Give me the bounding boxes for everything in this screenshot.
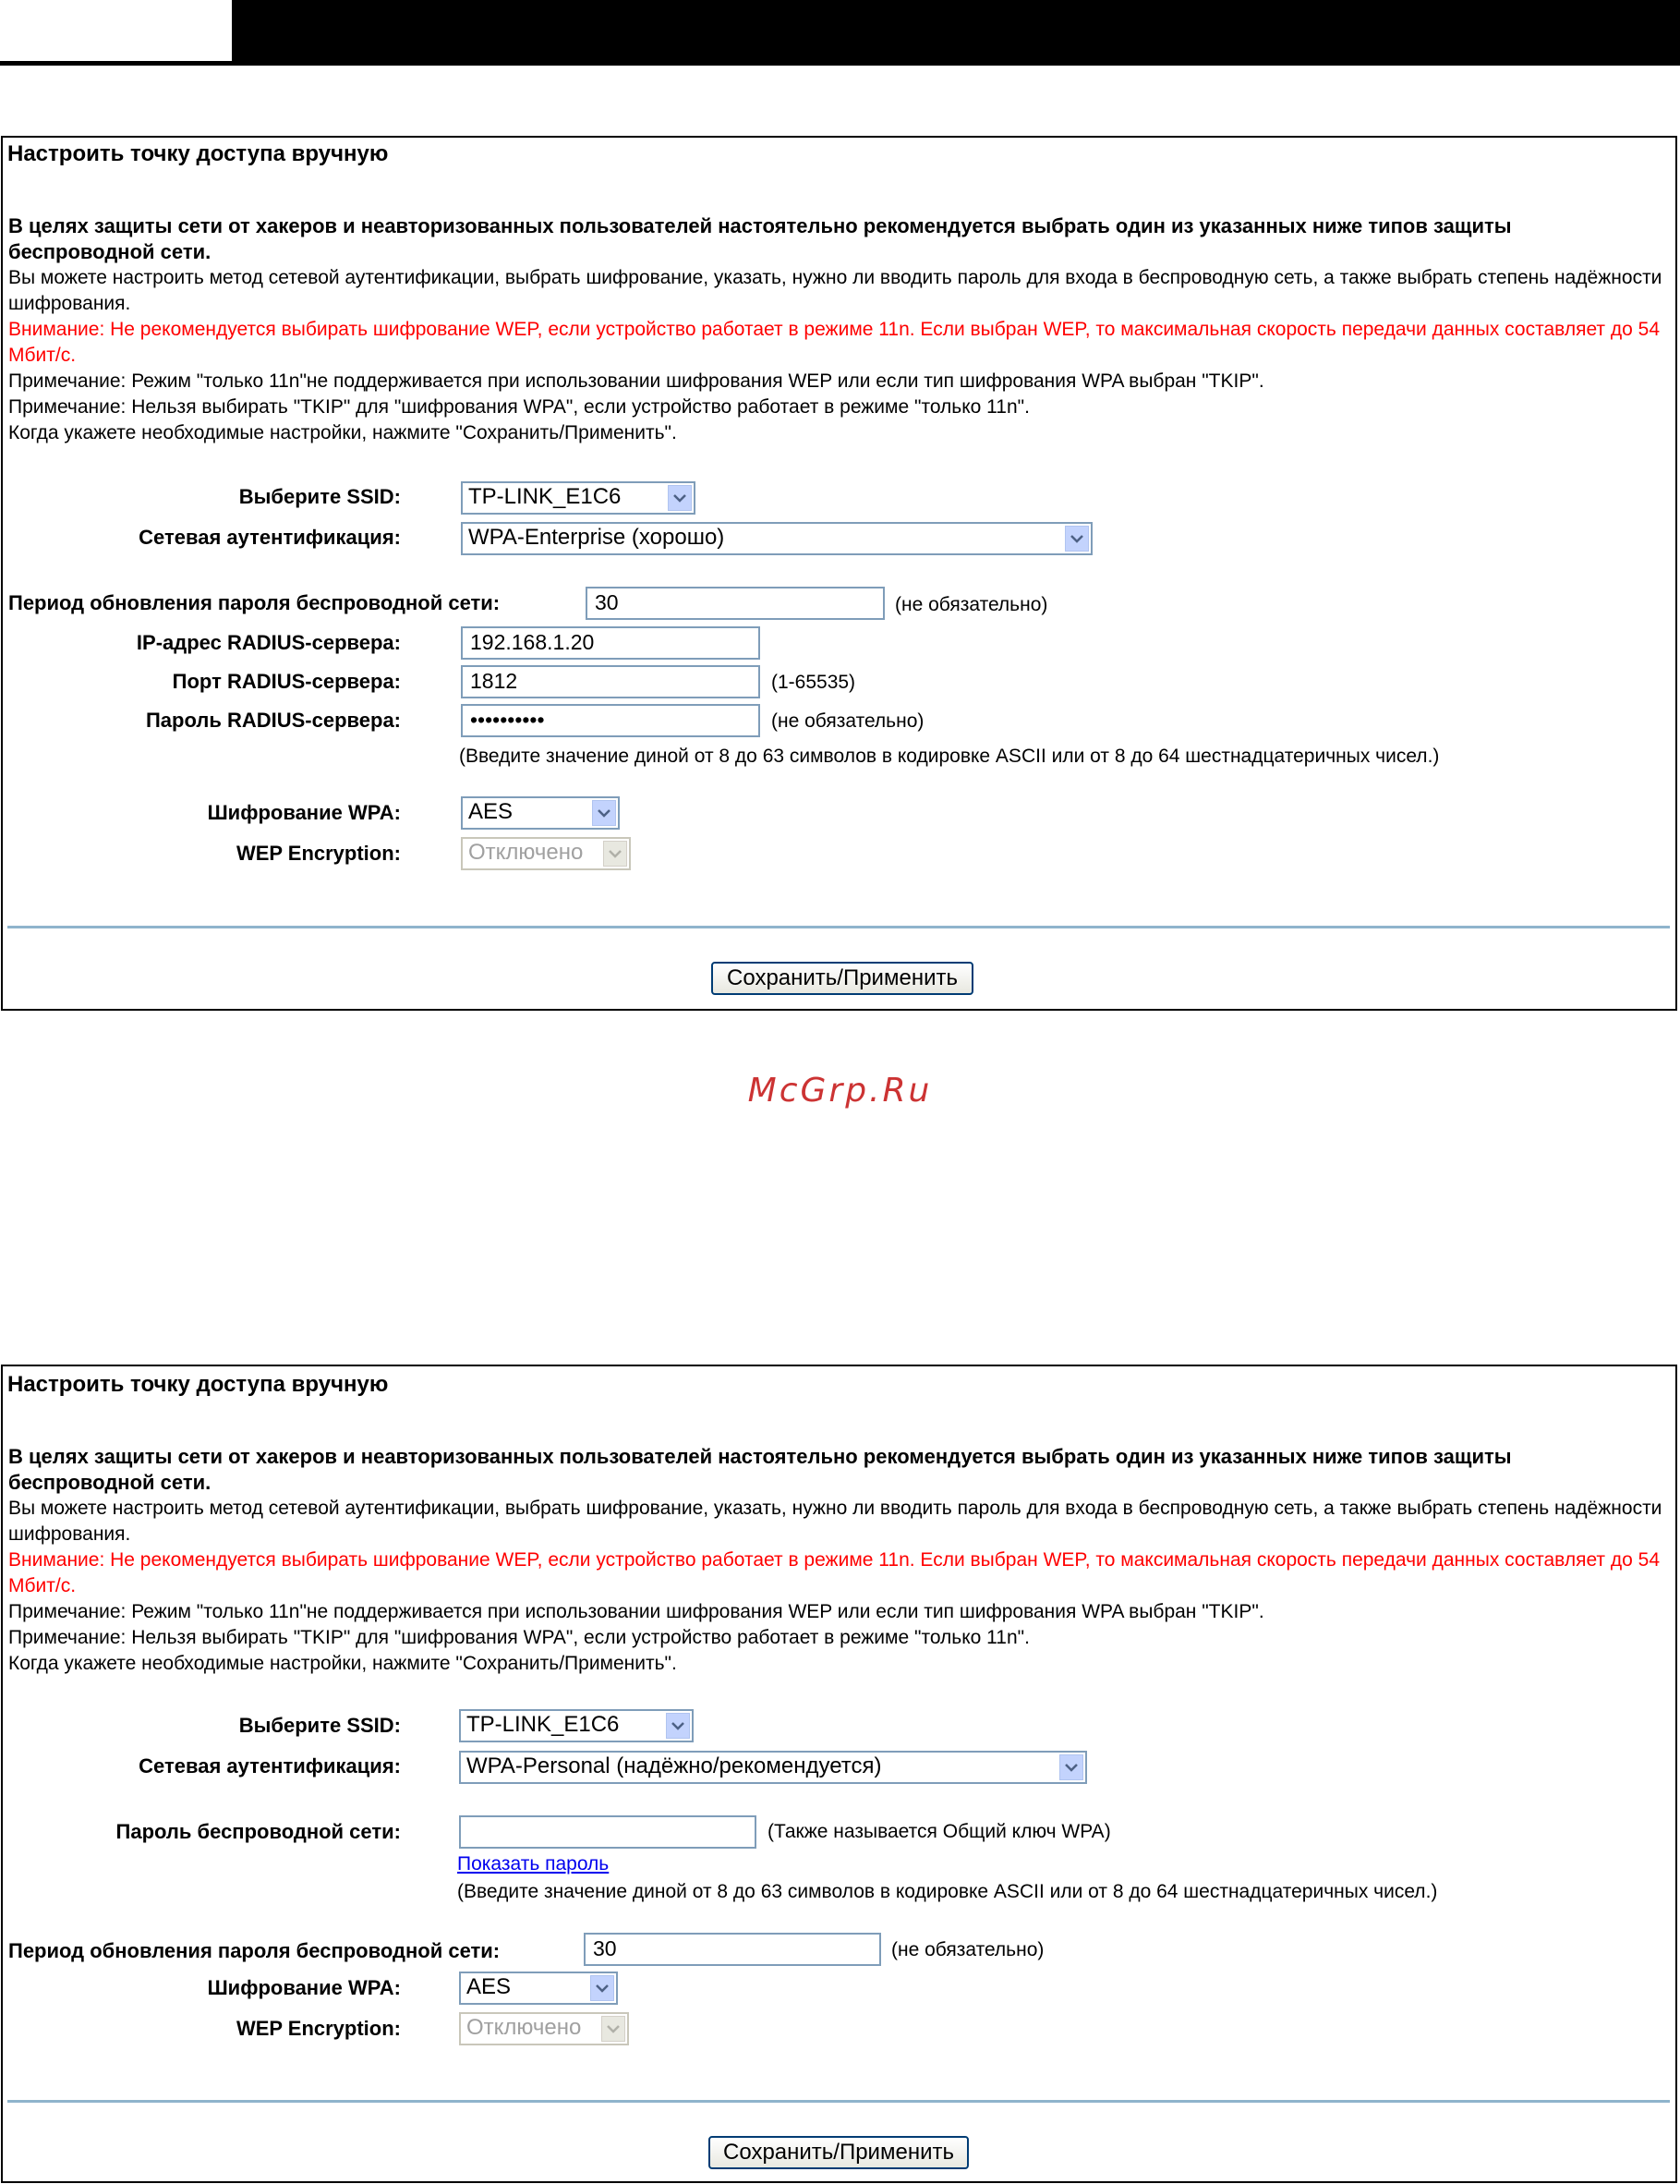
renew-interval-input[interactable]: 30 <box>584 1933 881 1966</box>
ssid-value: TP-LINK_E1C6 <box>468 484 622 509</box>
top-header-bar <box>0 0 1680 66</box>
ssid-select[interactable] <box>461 481 695 515</box>
password-label: Пароль беспроводной сети: <box>115 1820 401 1843</box>
radius-ip-input[interactable]: 192.168.1.20 <box>461 626 760 660</box>
renew-label: Период обновления пароля беспроводной сети: <box>8 1939 501 1962</box>
chevron-down-icon <box>603 841 627 867</box>
intro-description: Вы можете настроить метод сетевой аутентификации, выбрать шифрование, указать, нужно ли вводить пароль для входа в беспроводную сеть, а также выбрать степень надёжности шифрования. <box>8 1498 1662 1545</box>
length-note: (Введите значение диной от 8 до 63 символов в кодировке ASCII или от 8 до 64 шестнадцатеричных чисел.) <box>457 1881 1438 1902</box>
note-tkip: Примечание: Нельзя выбирать "TKIP" для "шифрования WPA", если устройство работает в режиме "только 11n". <box>8 1627 1030 1648</box>
divider <box>7 926 1670 928</box>
watermark: McGrp.Ru <box>747 1072 933 1110</box>
security-recommendation: В целях защиты сети от хакеров и неавторизованных пользователей настоятельно рекомендуется выбрать один из указанных ниже типов защиты беспроводной сети. <box>8 214 1512 263</box>
auth-label: Сетевая аутентификация: <box>139 1754 401 1778</box>
note-11n: Примечание: Режим "только 11n"не поддерживается при использовании шифрования WEP или если тип шифрования WPA выбран "TKIP". <box>8 370 1264 392</box>
auth-select[interactable] <box>461 522 1093 555</box>
length-note: (Введите значение диной от 8 до 63 символов в кодировке ASCII или от 8 до 64 шестнадцатеричных чисел.) <box>459 746 1440 767</box>
wep-encryption-select <box>461 837 631 870</box>
note-save: Когда укажете необходимые настройки, нажмите "Сохранить/Применить". <box>8 1653 677 1674</box>
page-title: Настроить точку доступа вручную <box>7 141 389 166</box>
chevron-down-icon[interactable] <box>1065 526 1089 552</box>
radius-ip-label: IP-адрес RADIUS-сервера: <box>136 631 401 654</box>
wep-warning: Внимание: Не рекомендуется выбирать шифрование WEP, если устройство работает в режиме 11n. Если выбран WEP, то максимальная скорость передачи данных составляет до 54 Мбит/с. <box>8 1549 1661 1596</box>
chevron-down-icon <box>601 2016 625 2042</box>
chevron-down-icon[interactable] <box>666 1713 690 1739</box>
wep-enc-value: Отключено <box>468 840 584 865</box>
divider <box>7 2100 1670 2103</box>
ssid-label: Выберите SSID: <box>238 485 401 508</box>
header-tab-blank <box>0 0 232 61</box>
ssid-select[interactable] <box>459 1709 694 1742</box>
wep-encryption-select <box>459 2012 629 2045</box>
wpa-enc-label: Шифрование WPA: <box>207 801 401 824</box>
radius-port-label: Порт RADIUS-сервера: <box>172 670 401 693</box>
radius-port-hint: (1-65535) <box>771 672 856 693</box>
renew-hint: (не обязательно) <box>891 1939 1045 1960</box>
chevron-down-icon[interactable] <box>668 485 692 511</box>
wep-enc-label: WEP Encryption: <box>236 2017 401 2040</box>
chevron-down-icon[interactable] <box>1059 1754 1083 1780</box>
radius-port-input[interactable]: 1812 <box>461 665 760 698</box>
chevron-down-icon[interactable] <box>592 800 616 826</box>
save-apply-button[interactable]: Сохранить/Применить <box>711 962 973 995</box>
show-password-link[interactable]: Показать пароль <box>457 1853 610 1875</box>
wep-enc-label: WEP Encryption: <box>236 842 401 865</box>
wpa-encryption-select[interactable] <box>459 1972 618 2005</box>
note-tkip: Примечание: Нельзя выбирать "TKIP" для "шифрования WPA", если устройство работает в режиме "только 11n". <box>8 396 1030 418</box>
radius-pass-hint: (не обязательно) <box>771 710 925 732</box>
wireless-password-input[interactable] <box>459 1815 756 1849</box>
password-hint: (Также называется Общий ключ WPA) <box>767 1821 1111 1842</box>
renew-hint: (не обязательно) <box>895 594 1048 615</box>
auth-value: WPA-Personal (надёжно/рекомендуется) <box>466 1753 882 1778</box>
radius-pass-label: Пароль RADIUS-сервера: <box>145 709 401 732</box>
chevron-down-icon[interactable] <box>590 1975 614 2001</box>
ssid-value: TP-LINK_E1C6 <box>466 1712 620 1737</box>
wpa-encryption-select[interactable] <box>461 796 620 830</box>
wpa-enc-value: AES <box>466 1974 512 1999</box>
renew-interval-input[interactable]: 30 <box>586 587 885 620</box>
save-apply-button[interactable]: Сохранить/Применить <box>708 2136 969 2169</box>
ssid-label: Выберите SSID: <box>238 1714 401 1737</box>
wpa-enterprise-settings-panel <box>1 136 1677 1011</box>
note-save: Когда укажете необходимые настройки, нажмите "Сохранить/Применить". <box>8 422 677 443</box>
wep-warning: Внимание: Не рекомендуется выбирать шифрование WEP, если устройство работает в режиме 11n. Если выбран WEP, то максимальная скорость передачи данных составляет до 54 Мбит/с. <box>8 319 1661 366</box>
page-title: Настроить точку доступа вручную <box>7 1372 389 1397</box>
radius-password-input[interactable]: •••••••••• <box>461 704 760 737</box>
wpa-personal-settings-panel <box>1 1365 1677 2183</box>
security-recommendation: В целях защиты сети от хакеров и неавторизованных пользователей настоятельно рекомендуется выбрать один из указанных ниже типов защиты беспроводной сети. <box>8 1445 1512 1494</box>
wpa-enc-label: Шифрование WPA: <box>207 1976 401 1999</box>
auth-value: WPA-Enterprise (хорошо) <box>468 525 725 550</box>
auth-select[interactable] <box>459 1751 1087 1784</box>
wpa-enc-value: AES <box>468 799 514 824</box>
wep-enc-value: Отключено <box>466 2015 582 2040</box>
auth-label: Сетевая аутентификация: <box>139 526 401 549</box>
renew-label: Период обновления пароля беспроводной сети: <box>8 591 501 614</box>
intro-description: Вы можете настроить метод сетевой аутентификации, выбрать шифрование, указать, нужно ли вводить пароль для входа в беспроводную сеть, а также выбрать степень надёжности шифрования. <box>8 267 1662 314</box>
note-11n: Примечание: Режим "только 11n"не поддерживается при использовании шифрования WEP или если тип шифрования WPA выбран "TKIP". <box>8 1601 1264 1622</box>
